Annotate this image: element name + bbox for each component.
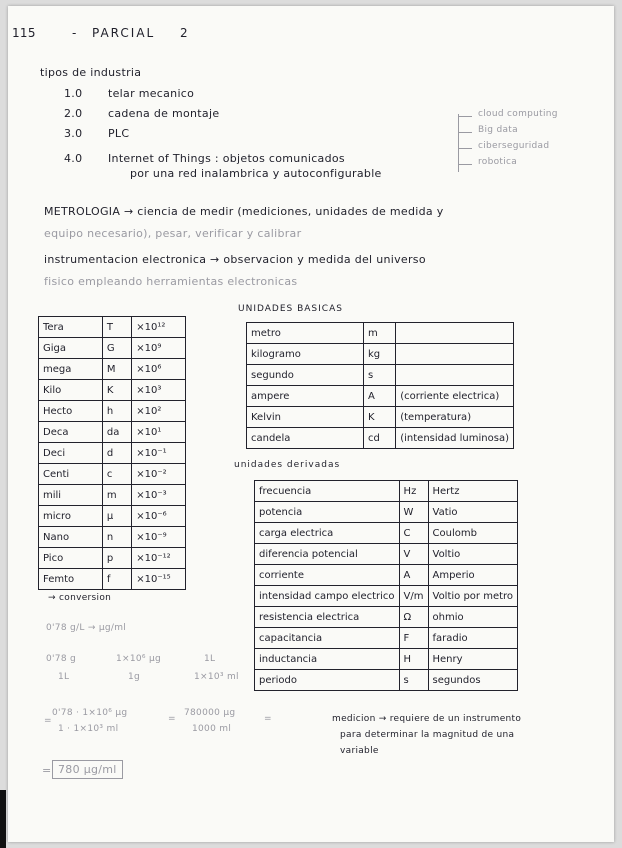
- prefix-row: [39, 506, 186, 527]
- prefix-cell: c: [102, 464, 131, 485]
- prefix-cell: ×10⁻⁶: [132, 506, 186, 527]
- derivada-cell: Amperio: [428, 565, 518, 586]
- basica-row: [247, 407, 514, 428]
- prefix-row: [39, 401, 186, 422]
- conversion-line-3-res-den: 1000 ml: [192, 724, 232, 734]
- prefix-cell: p: [102, 548, 131, 569]
- derivada-cell: corriente: [255, 565, 400, 586]
- conversion-frac-2-num: 1×10⁶ µg: [116, 654, 162, 664]
- basica-cell: kilogramo: [247, 344, 364, 365]
- industry-item-1-text: telar mecanico: [108, 87, 195, 100]
- derivada-cell: Hertz: [428, 481, 518, 502]
- basica-cell: [396, 344, 514, 365]
- derivada-cell: V/m: [399, 586, 428, 607]
- header-num: 115: [12, 26, 36, 40]
- derivada-row: [255, 565, 518, 586]
- conversion-frac-1-num: 0'78 g: [46, 654, 77, 664]
- basicas-table: [246, 322, 514, 449]
- prefix-cell: T: [102, 317, 131, 338]
- basica-cell: ampere: [247, 386, 364, 407]
- basica-cell: K: [364, 407, 396, 428]
- basica-cell: (intensidad luminosa): [396, 428, 514, 449]
- derivada-cell: resistencia electrica: [255, 607, 400, 628]
- prefix-cell: ×10¹: [132, 422, 186, 443]
- prefix-cell: mega: [39, 359, 103, 380]
- conversion-frac-3-den: 1×10³ ml: [194, 672, 239, 682]
- prefix-row: [39, 548, 186, 569]
- prefix-row: [39, 338, 186, 359]
- prefix-cell: Deca: [39, 422, 103, 443]
- derivada-row: [255, 523, 518, 544]
- basica-cell: A: [364, 386, 396, 407]
- derivada-row: [255, 502, 518, 523]
- prefix-cell: Centi: [39, 464, 103, 485]
- prefix-row: [39, 485, 186, 506]
- derivada-cell: s: [399, 670, 428, 691]
- industry-item-4-line2: por una red inalambrica y autoconfigurable: [130, 167, 382, 180]
- conversion-line-1: 0'78 g/L → µg/ml: [46, 623, 127, 633]
- conversion-equals-2: =: [168, 714, 176, 724]
- header-number: 2: [180, 26, 188, 40]
- basica-row: [247, 428, 514, 449]
- prefix-cell: ×10²: [132, 401, 186, 422]
- industry-item-4-num: 4.0: [64, 152, 83, 165]
- basica-cell: [396, 323, 514, 344]
- tipos-title: tipos de industria: [40, 66, 142, 79]
- basica-row: [247, 386, 514, 407]
- prefix-row: [39, 317, 186, 338]
- derivada-cell: A: [399, 565, 428, 586]
- derivada-cell: diferencia potencial: [255, 544, 400, 565]
- derivadas-title: unidades derivadas: [234, 460, 341, 470]
- derivada-cell: potencia: [255, 502, 400, 523]
- prefix-cell: K: [102, 380, 131, 401]
- conversion-frac-2-den: 1g: [128, 672, 141, 682]
- basica-cell: s: [364, 365, 396, 386]
- derivada-cell: segundos: [428, 670, 518, 691]
- metrologia-line-1: METROLOGIA → ciencia de medir (mediciones, unidades de medida y: [44, 205, 444, 218]
- basica-cell: (corriente electrica): [396, 386, 514, 407]
- conversion-result-equals: =: [42, 764, 52, 777]
- prefix-row: [39, 380, 186, 401]
- prefix-row: [39, 422, 186, 443]
- prefix-cell: n: [102, 527, 131, 548]
- metrologia-line-3: instrumentacion electronica → observacion y medida del universo: [44, 253, 426, 266]
- derivada-cell: periodo: [255, 670, 400, 691]
- prefix-cell: da: [102, 422, 131, 443]
- prefix-cell: ×10⁻¹⁵: [132, 569, 186, 590]
- conversion-line-3-equals: =: [44, 716, 52, 726]
- derivada-row: [255, 544, 518, 565]
- prefix-row: [39, 443, 186, 464]
- derivada-cell: H: [399, 649, 428, 670]
- side-item: cloud computing: [478, 109, 558, 119]
- derivada-cell: capacitancia: [255, 628, 400, 649]
- derivada-cell: Coulomb: [428, 523, 518, 544]
- conversion-result: 780 µg/ml: [52, 760, 123, 779]
- derivada-cell: Vatio: [428, 502, 518, 523]
- conversion-title: → conversion: [48, 593, 112, 603]
- basica-cell: [396, 365, 514, 386]
- industry-item-2-num: 2.0: [64, 107, 83, 120]
- conversion-frac-3-num: 1L: [204, 654, 216, 664]
- conversion-line-3-num: 0'78 · 1×10⁶ µg: [52, 708, 128, 718]
- conversion-title-text: conversion: [59, 593, 112, 603]
- prefix-cell: ×10³: [132, 380, 186, 401]
- prefix-cell: Femto: [39, 569, 103, 590]
- prefix-cell: ×10⁻⁹: [132, 527, 186, 548]
- conversion-line-3-den: 1 · 1×10³ ml: [58, 724, 119, 734]
- notebook-page: [8, 6, 614, 842]
- side-item: Big data: [478, 125, 518, 135]
- prefix-row: [39, 359, 186, 380]
- prefix-cell: Giga: [39, 338, 103, 359]
- header-title: PARCIAL: [92, 26, 156, 40]
- basica-cell: cd: [364, 428, 396, 449]
- prefix-cell: Hecto: [39, 401, 103, 422]
- prefix-cell: M: [102, 359, 131, 380]
- basica-cell: Kelvin: [247, 407, 364, 428]
- basica-cell: m: [364, 323, 396, 344]
- prefix-cell: µ: [102, 506, 131, 527]
- derivada-row: [255, 607, 518, 628]
- binder-edge: [0, 790, 6, 848]
- prefix-cell: f: [102, 569, 131, 590]
- basica-cell: segundo: [247, 365, 364, 386]
- prefix-cell: Pico: [39, 548, 103, 569]
- prefix-cell: Kilo: [39, 380, 103, 401]
- prefix-cell: ×10⁻¹: [132, 443, 186, 464]
- basica-cell: kg: [364, 344, 396, 365]
- industry-item-4-text: Internet of Things : objetos comunicados: [108, 152, 345, 165]
- derivada-cell: frecuencia: [255, 481, 400, 502]
- derivada-cell: Ω: [399, 607, 428, 628]
- derivada-row: [255, 670, 518, 691]
- derivada-cell: Henry: [428, 649, 518, 670]
- prefix-table: [38, 316, 186, 590]
- prefix-row: [39, 569, 186, 590]
- prefix-row: [39, 464, 186, 485]
- prefix-cell: ×10⁻¹²: [132, 548, 186, 569]
- prefix-row: [39, 527, 186, 548]
- derivada-cell: ohmio: [428, 607, 518, 628]
- derivada-cell: Voltio por metro: [428, 586, 518, 607]
- prefix-cell: ×10⁶: [132, 359, 186, 380]
- prefix-cell: d: [102, 443, 131, 464]
- prefix-cell: ×10¹²: [132, 317, 186, 338]
- prefix-cell: ×10⁻³: [132, 485, 186, 506]
- derivada-row: [255, 628, 518, 649]
- basica-row: [247, 365, 514, 386]
- derivada-row: [255, 649, 518, 670]
- prefix-cell: micro: [39, 506, 103, 527]
- medicion-line-1: medicion → requiere de un instrumento: [332, 714, 522, 724]
- basica-row: [247, 344, 514, 365]
- basicas-title: UNIDADES BASICAS: [238, 304, 343, 314]
- prefix-cell: mili: [39, 485, 103, 506]
- basica-cell: candela: [247, 428, 364, 449]
- metrologia-line-4: fisico empleando herramientas electronicas: [44, 275, 298, 288]
- prefix-cell: ×10⁹: [132, 338, 186, 359]
- derivada-cell: inductancia: [255, 649, 400, 670]
- derivada-cell: F: [399, 628, 428, 649]
- metrologia-line-2: equipo necesario), pesar, verificar y calibrar: [44, 227, 302, 240]
- conversion-line-3-res-num: 780000 µg: [184, 708, 236, 718]
- prefix-cell: Nano: [39, 527, 103, 548]
- industry-item-1-num: 1.0: [64, 87, 83, 100]
- derivada-cell: Voltio: [428, 544, 518, 565]
- medicion-line-2: para determinar la magnitud de una: [340, 730, 515, 740]
- industry-item-3-text: PLC: [108, 127, 130, 140]
- basica-row: [247, 323, 514, 344]
- industry-item-3-num: 3.0: [64, 127, 83, 140]
- side-item: ciberseguridad: [478, 141, 550, 151]
- prefix-cell: m: [102, 485, 131, 506]
- derivada-cell: V: [399, 544, 428, 565]
- prefix-cell: ×10⁻²: [132, 464, 186, 485]
- prefix-cell: Deci: [39, 443, 103, 464]
- prefix-cell: Tera: [39, 317, 103, 338]
- derivada-cell: faradio: [428, 628, 518, 649]
- derivada-cell: Hz: [399, 481, 428, 502]
- derivada-cell: C: [399, 523, 428, 544]
- derivada-cell: carga electrica: [255, 523, 400, 544]
- prefix-cell: G: [102, 338, 131, 359]
- derivada-cell: W: [399, 502, 428, 523]
- derivada-row: [255, 481, 518, 502]
- basica-cell: metro: [247, 323, 364, 344]
- medicion-line-3: variable: [340, 746, 379, 756]
- basica-cell: (temperatura): [396, 407, 514, 428]
- derivada-row: [255, 586, 518, 607]
- conversion-frac-1-den: 1L: [58, 672, 70, 682]
- industry-item-2-text: cadena de montaje: [108, 107, 220, 120]
- header-dash: -: [72, 26, 77, 40]
- prefix-cell: h: [102, 401, 131, 422]
- side-item: robotica: [478, 157, 518, 167]
- derivada-cell: intensidad campo electrico: [255, 586, 400, 607]
- derivadas-table: [254, 480, 518, 691]
- conversion-equals-3: =: [264, 714, 272, 724]
